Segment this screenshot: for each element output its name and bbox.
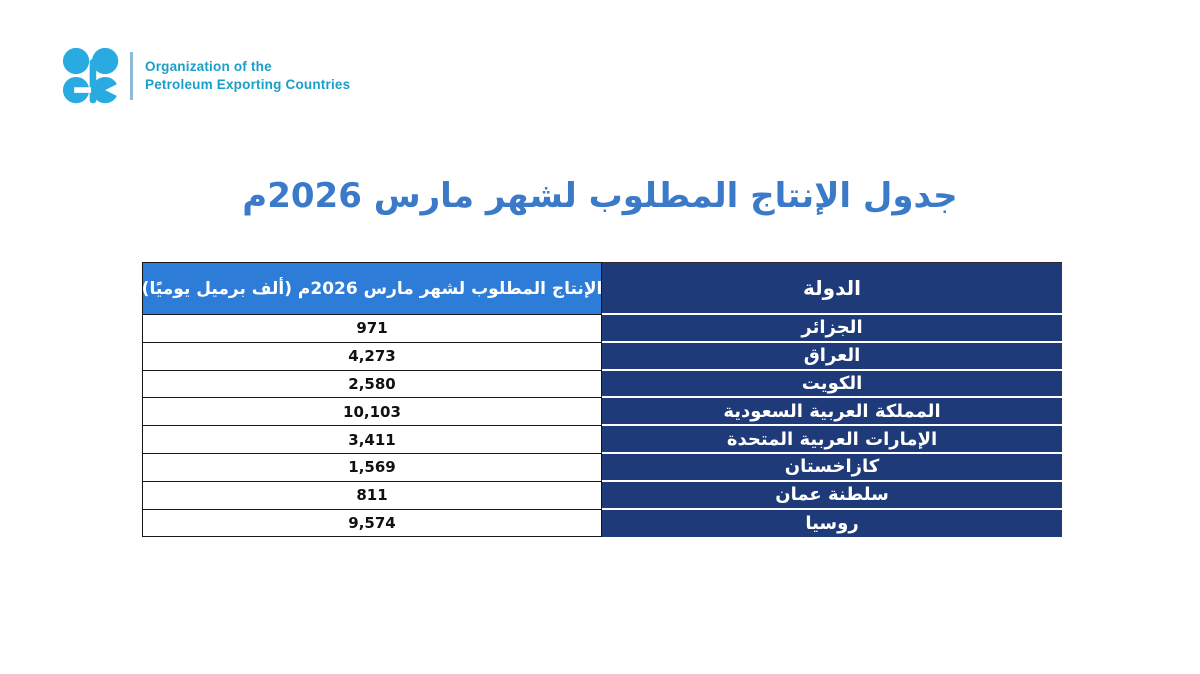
brand-line2: Petroleum Exporting Countries — [145, 77, 351, 92]
table-row — [142, 315, 1062, 343]
production-value: 811 — [142, 482, 602, 510]
logo-e-notch — [74, 87, 91, 93]
table-row — [142, 510, 1062, 538]
table-header-row — [142, 262, 1062, 315]
production-value: 971 — [142, 315, 602, 343]
table-row — [142, 426, 1062, 454]
country-name: الإمارات العربية المتحدة — [602, 426, 1062, 454]
table-row — [142, 482, 1062, 510]
country-name: كازاخستان — [602, 454, 1062, 482]
production-value: 3,411 — [142, 426, 602, 454]
table-row — [142, 343, 1062, 371]
production-value: 4,273 — [142, 343, 602, 371]
production-value: 10,103 — [142, 398, 602, 426]
table-row — [142, 398, 1062, 426]
production-table — [142, 262, 1062, 537]
country-name: المملكة العربية السعودية — [602, 398, 1062, 426]
opec-logo-icon — [62, 46, 122, 106]
brand-divider — [130, 52, 133, 100]
country-name: روسيا — [602, 510, 1062, 538]
brand-line1: Organization of the — [145, 59, 272, 74]
page-title: جدول الإنتاج المطلوب لشهر مارس 2026م — [242, 176, 958, 216]
country-name: الكويت — [602, 371, 1062, 399]
brand-text — [145, 58, 350, 94]
production-value: 1,569 — [142, 454, 602, 482]
country-name: العراق — [602, 343, 1062, 371]
country-name: الجزائر — [602, 315, 1062, 343]
opec-brand — [62, 46, 350, 106]
production-value: 9,574 — [142, 510, 602, 538]
production-value: 2,580 — [142, 371, 602, 399]
country-name: سلطنة عمان — [602, 482, 1062, 510]
table-row — [142, 454, 1062, 482]
header-production: الإنتاج المطلوب لشهر مارس 2026م (ألف برميل يوميًا) — [142, 262, 602, 315]
header-country: الدولة — [602, 262, 1062, 315]
table-row — [142, 371, 1062, 399]
